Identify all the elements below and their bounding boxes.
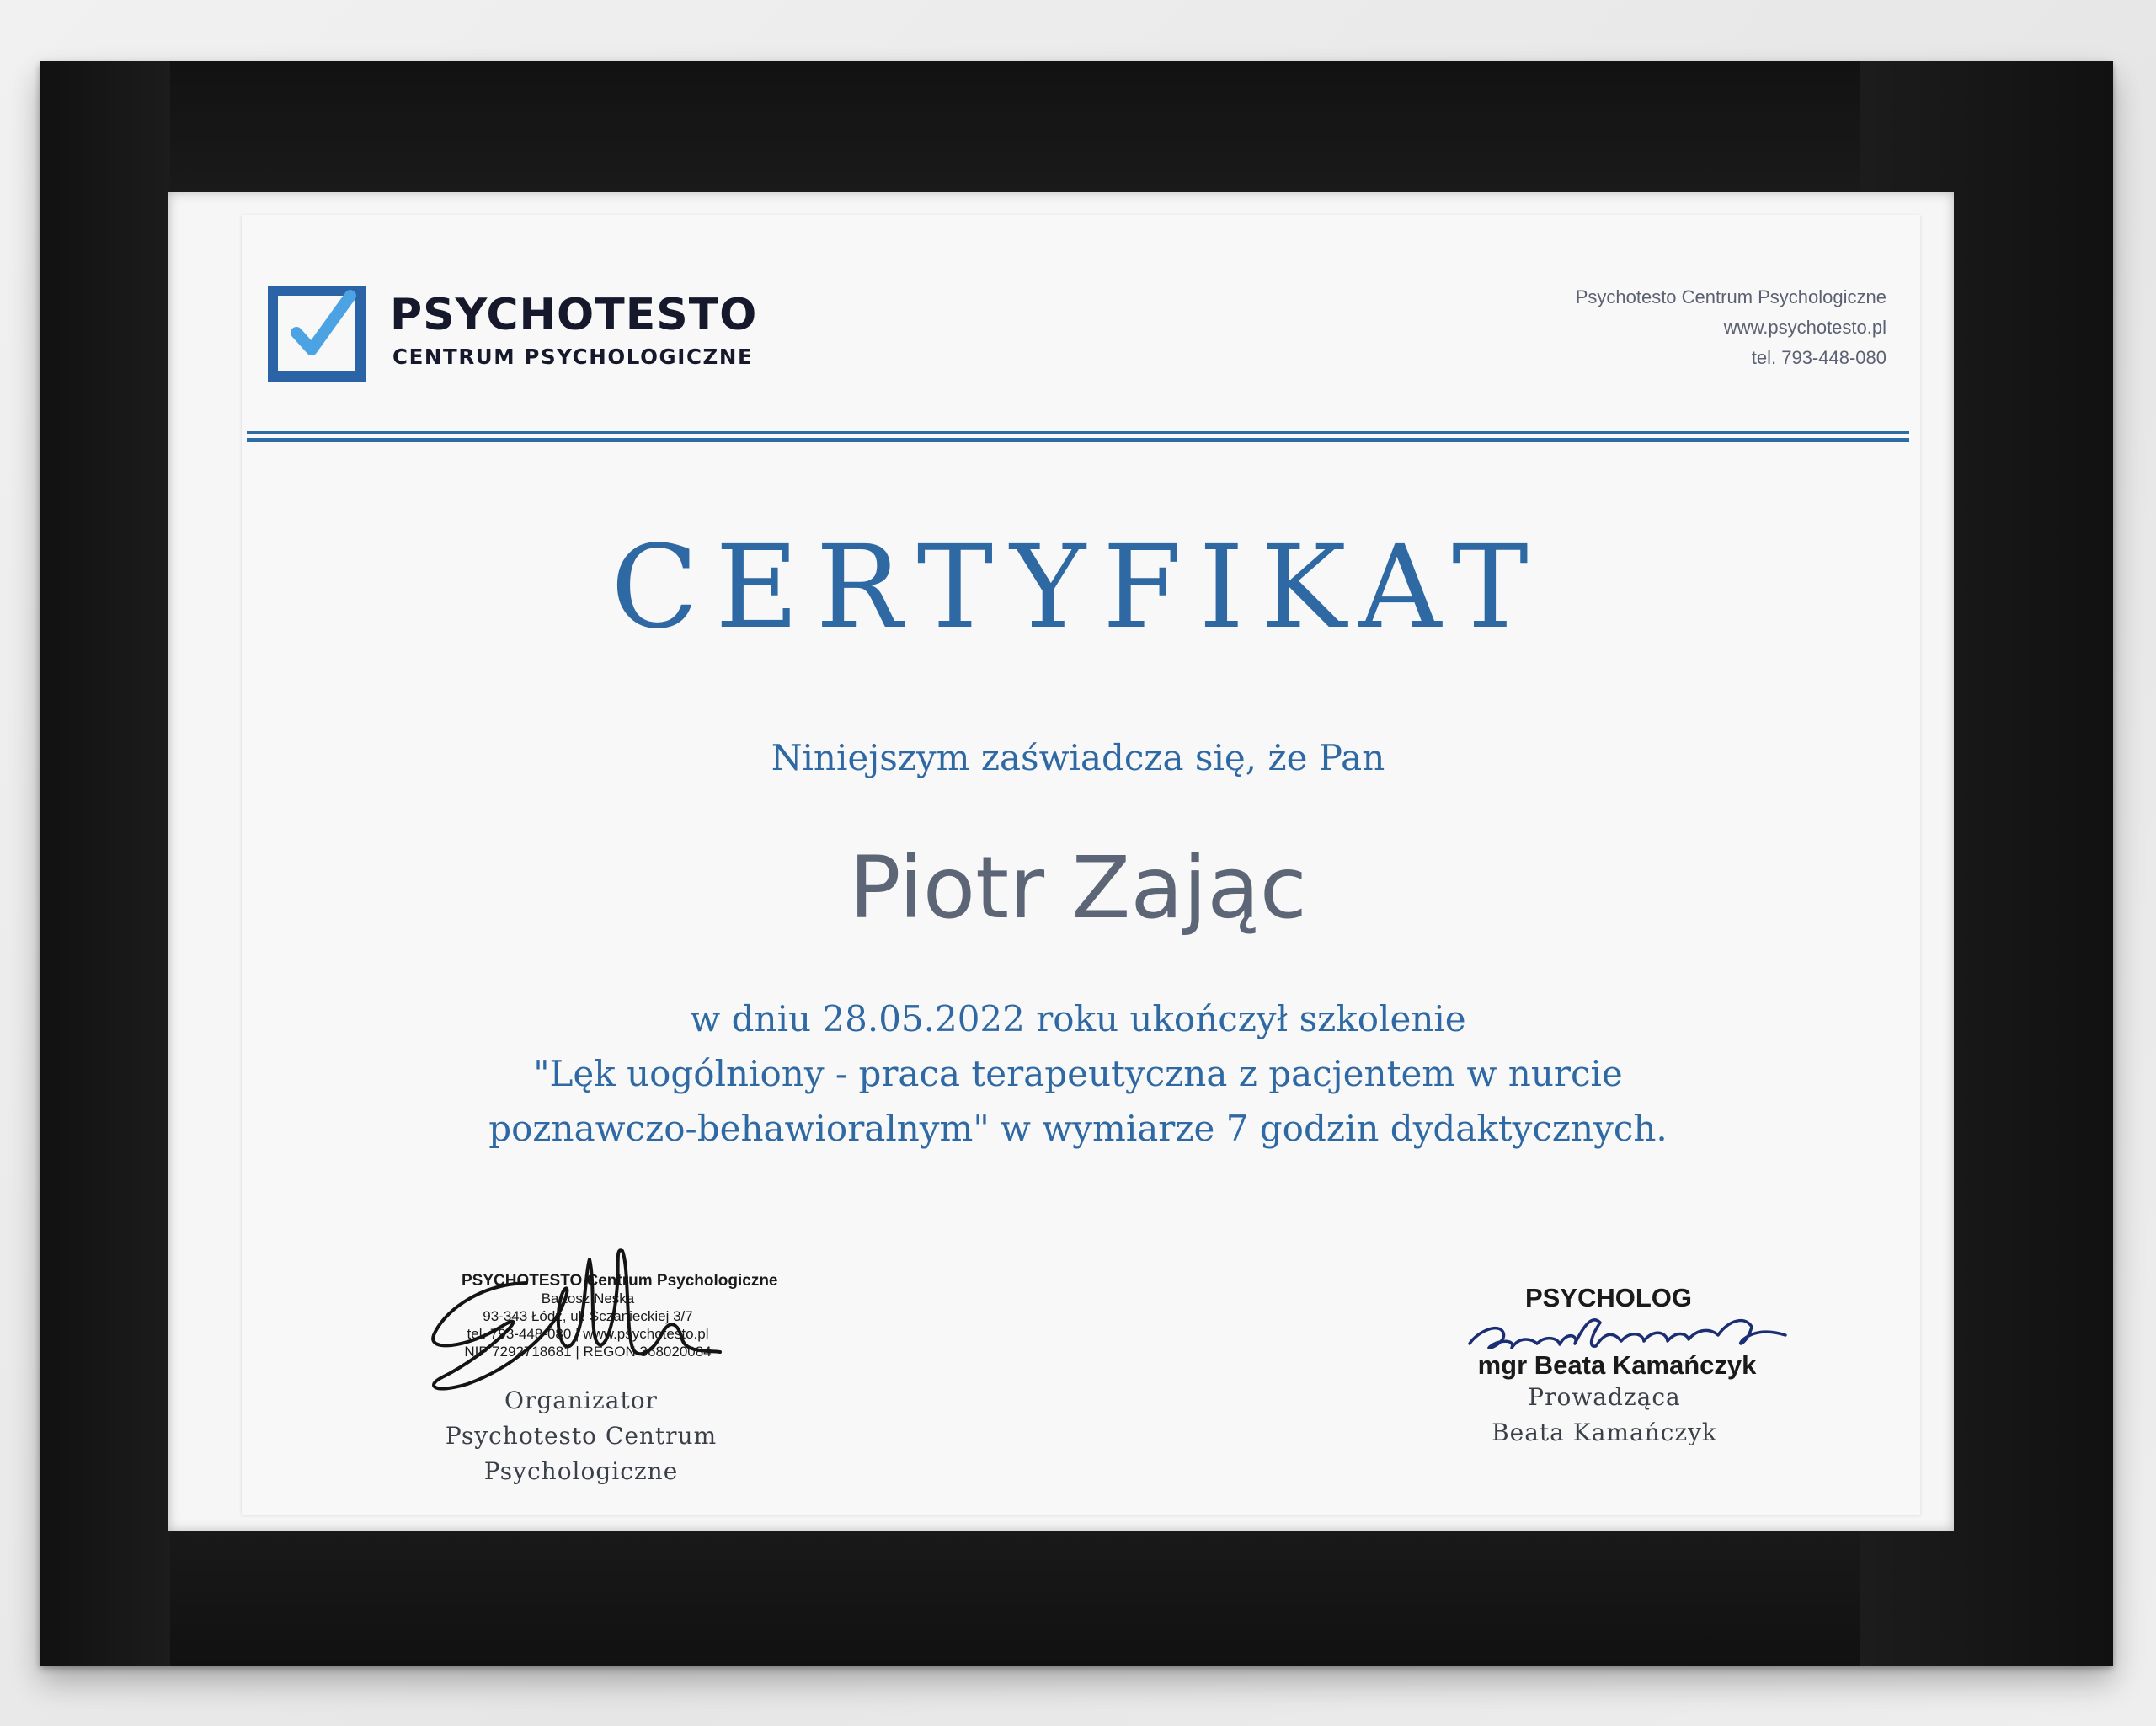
stamp-line-address: 93-343 Łódź, ul. Sczanieckiej 3/7 (483, 1308, 693, 1324)
stamp-line-company: PSYCHOTESTO Centrum Psychologiczne (462, 1272, 778, 1290)
logo-subtitle: CENTRUM PSYCHOLOGICZNE (392, 345, 754, 369)
logo-name: PSYCHOTESTO (390, 290, 758, 340)
contact-organization: Psychotesto Centrum Psychologiczne (1575, 286, 1886, 307)
header-rule-thin (247, 431, 1909, 434)
organizer-name: Psychotesto Centrum Psychologiczne (445, 1422, 718, 1485)
contact-website: www.psychotesto.pl (1723, 317, 1886, 338)
instructor-role: Prowadząca (1528, 1383, 1681, 1411)
psychologist-stamp-name: mgr Beata Kamańczyk (1477, 1350, 1757, 1380)
contact-block (1576, 282, 1886, 373)
header-rule-thick (247, 438, 1909, 442)
psychologist-stamp-title: PSYCHOLOG (1524, 1283, 1693, 1312)
contact-phone: tel. 793-448-080 (1751, 347, 1886, 368)
organizer-signature (417, 1234, 778, 1394)
stamp-line-registry: NIP 7292718681 | REGON 368020084 (464, 1344, 712, 1360)
checkbox-logo-icon (268, 286, 366, 382)
frame-top-edge (40, 61, 2113, 196)
stamp-line-owner: Bartosz Neska (541, 1290, 635, 1307)
organizer-role: Organizator (504, 1387, 658, 1414)
instructor-caption (1436, 1380, 1773, 1451)
course-line-1: w dniu 28.05.2022 roku ukończył szkolenie (690, 998, 1466, 1039)
instructor-name: Beata Kamańczyk (1492, 1419, 1717, 1446)
certificate-intro: Niniejszym zaświadcza się, że Pan (771, 737, 1385, 778)
course-line-2: "Lęk uogólniony - praca terapeutyczna z pacjentem w nurcie (533, 1053, 1623, 1094)
stamp-line-contact: tel. 793-448-080 | www.psychotesto.pl (467, 1326, 709, 1342)
course-line-3: poznawczo-behawioralnym" w wymiarze 7 godzin dydaktycznych. (488, 1108, 1668, 1149)
certificate-title: CERTYFIKAT (611, 521, 1545, 655)
organizer-caption (362, 1383, 800, 1489)
recipient-name: Piotr Zając (849, 838, 1307, 938)
